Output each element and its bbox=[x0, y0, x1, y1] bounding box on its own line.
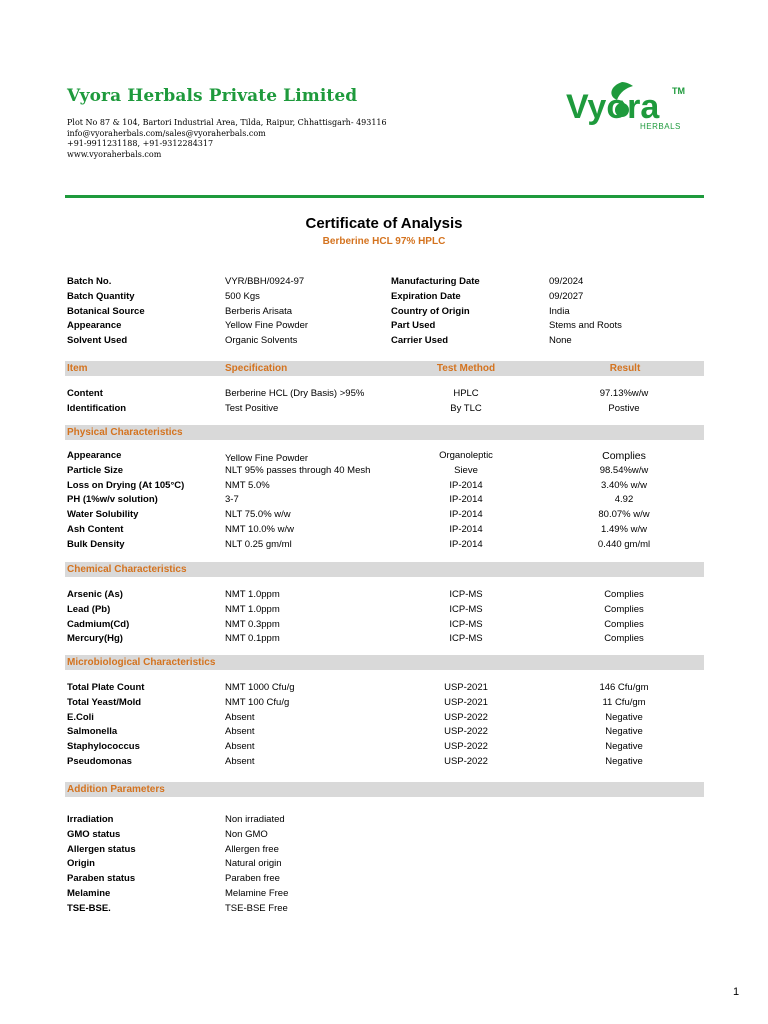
table-row bbox=[67, 388, 704, 403]
row-item: Particle Size bbox=[67, 464, 123, 476]
meta-row bbox=[67, 306, 707, 321]
row-result: Negative bbox=[605, 726, 643, 738]
section-physical bbox=[65, 425, 704, 440]
row-method: IP-2014 bbox=[449, 479, 483, 491]
meta-key: Batch No. bbox=[67, 276, 112, 287]
meta-key: Appearance bbox=[67, 320, 122, 332]
row-result: Negative bbox=[605, 755, 643, 767]
meta-row bbox=[67, 276, 707, 291]
page-number: 1 bbox=[733, 986, 740, 998]
meta-key: Manufacturing Date bbox=[391, 276, 480, 287]
row-method: IP-2014 bbox=[449, 494, 483, 506]
row-item: Melamine bbox=[67, 887, 111, 899]
row-item: Mercury(Hg) bbox=[67, 633, 123, 645]
section-title: Addition Parameters bbox=[67, 784, 165, 795]
table-row bbox=[67, 589, 704, 604]
company-name: Vyora Herbals Private Limited bbox=[67, 86, 358, 106]
row-result: 3.40% w/w bbox=[601, 479, 647, 491]
row-result: 4.92 bbox=[614, 494, 634, 506]
table-row bbox=[67, 873, 704, 888]
company-address: Plot No 87 & 104, Bartori Industrial Area, Tilda, Raipur, Chhattisgarh- 493116 bbox=[67, 118, 387, 127]
row-item: GMO status bbox=[67, 828, 121, 840]
meta-row bbox=[67, 320, 707, 335]
table-header bbox=[65, 361, 704, 376]
row-item: Lead (Pb) bbox=[67, 603, 111, 615]
row-spec: NLT 0.25 gm/ml bbox=[225, 538, 292, 550]
row-item: Salmonella bbox=[67, 726, 118, 738]
row-method: USP-2022 bbox=[444, 741, 488, 753]
row-spec: Melamine Free bbox=[225, 887, 289, 899]
row-spec: Absent bbox=[225, 755, 255, 767]
row-method: IP-2014 bbox=[449, 523, 483, 535]
logo-tm: TM bbox=[672, 86, 685, 96]
row-item: Identification bbox=[67, 402, 127, 414]
section-title: Physical Characteristics bbox=[67, 427, 183, 438]
section-microbiological bbox=[65, 655, 704, 670]
row-method: ICP-MS bbox=[449, 589, 483, 600]
row-spec: Non GMO bbox=[225, 828, 268, 840]
meta-value: VYR/BBH/0924-97 bbox=[225, 276, 305, 287]
row-spec: NMT 0.3ppm bbox=[225, 618, 280, 630]
meta-value: 09/2024 bbox=[549, 276, 584, 287]
row-method: ICP-MS bbox=[449, 633, 483, 645]
meta-key: Expiration Date bbox=[391, 290, 461, 302]
row-spec: NMT 0.1ppm bbox=[225, 633, 280, 645]
row-item: Arsenic (As) bbox=[67, 589, 123, 600]
row-spec: NMT 100 Cfu/g bbox=[225, 696, 290, 708]
meta-key: Part Used bbox=[391, 320, 436, 332]
contact-block bbox=[67, 118, 387, 160]
logo-sub: HERBALS bbox=[640, 122, 681, 131]
row-item: Water Solubility bbox=[67, 509, 139, 521]
row-spec: NMT 1.0ppm bbox=[225, 589, 280, 600]
table-row bbox=[67, 480, 704, 495]
meta-row bbox=[67, 291, 707, 306]
row-method: ICP-MS bbox=[449, 603, 483, 615]
table-row bbox=[67, 888, 704, 903]
section-chemical bbox=[65, 562, 704, 577]
row-item: Loss on Drying (At 105°C) bbox=[67, 479, 185, 491]
row-spec: Paraben free bbox=[225, 873, 280, 885]
row-item: Origin bbox=[67, 858, 95, 870]
row-item: Allergen status bbox=[67, 843, 136, 855]
table-row bbox=[67, 903, 704, 918]
section-title: Chemical Characteristics bbox=[67, 564, 187, 575]
meta-key: Solvent Used bbox=[67, 335, 128, 347]
row-method: Organoleptic bbox=[439, 450, 493, 461]
table-row bbox=[67, 844, 704, 859]
row-spec: Allergen free bbox=[225, 843, 279, 855]
row-result: 0.440 gm/ml bbox=[597, 538, 651, 550]
row-result: Complies bbox=[604, 589, 644, 600]
row-result: Postive bbox=[608, 402, 640, 414]
row-item: Total Plate Count bbox=[67, 682, 145, 693]
row-method: IP-2014 bbox=[449, 538, 483, 550]
section-title: Microbiological Characteristics bbox=[67, 657, 216, 668]
row-item: Irradiation bbox=[67, 814, 114, 825]
meta-value: India bbox=[549, 305, 570, 317]
batch-info bbox=[67, 276, 707, 350]
column-header-result: Result bbox=[609, 363, 641, 374]
row-result: Complies bbox=[604, 633, 644, 645]
row-item: Paraben status bbox=[67, 873, 136, 885]
table-row bbox=[67, 712, 704, 727]
table-row bbox=[67, 741, 704, 756]
row-method: By TLC bbox=[450, 402, 482, 414]
row-method: ICP-MS bbox=[449, 618, 483, 630]
row-result: 98.54%w/w bbox=[599, 464, 649, 476]
row-item: Content bbox=[67, 388, 103, 399]
table-row bbox=[67, 524, 704, 539]
row-item: Total Yeast/Mold bbox=[67, 696, 142, 708]
row-result: 97.13%w/w bbox=[599, 388, 649, 399]
row-item: Ash Content bbox=[67, 523, 124, 535]
row-result: Negative bbox=[605, 741, 643, 753]
row-method: USP-2022 bbox=[444, 711, 488, 723]
meta-key: Country of Origin bbox=[391, 305, 470, 317]
row-spec: Natural origin bbox=[225, 858, 282, 870]
table-row bbox=[67, 494, 704, 509]
table-row bbox=[67, 465, 704, 480]
table-row bbox=[67, 633, 704, 648]
section-addition-parameters bbox=[65, 782, 704, 797]
meta-key: Carrier Used bbox=[391, 335, 449, 347]
table-row bbox=[67, 829, 704, 844]
company-phones: +91-9911231188, +91-9312284317 bbox=[67, 139, 214, 148]
row-result: Complies bbox=[604, 618, 644, 630]
meta-value: Stems and Roots bbox=[549, 320, 622, 332]
row-item: TSE-BSE. bbox=[67, 902, 111, 914]
chemical-rows bbox=[67, 589, 704, 648]
row-result: 80.07% w/w bbox=[598, 509, 650, 521]
table-row bbox=[67, 403, 704, 418]
meta-row bbox=[67, 335, 707, 350]
meta-value: Berberis Arisata bbox=[225, 305, 293, 317]
physical-rows bbox=[67, 450, 704, 554]
meta-value: Yellow Fine Powder bbox=[225, 320, 309, 332]
row-method: Sieve bbox=[454, 464, 478, 476]
micro-rows bbox=[67, 682, 704, 771]
row-item: Pseudomonas bbox=[67, 755, 132, 767]
table-row bbox=[67, 756, 704, 771]
table-row bbox=[67, 858, 704, 873]
row-item: Appearance bbox=[67, 450, 122, 461]
table-row bbox=[67, 697, 704, 712]
column-header-item: Item bbox=[67, 363, 88, 374]
table-row bbox=[67, 814, 704, 829]
row-spec: NMT 10.0% w/w bbox=[225, 523, 294, 535]
table-row bbox=[67, 450, 704, 465]
row-spec: NLT 75.0% w/w bbox=[225, 509, 291, 521]
row-spec: Absent bbox=[225, 741, 255, 753]
table-row bbox=[67, 726, 704, 741]
row-method: IP-2014 bbox=[449, 509, 483, 521]
row-item: Bulk Density bbox=[67, 538, 125, 550]
logo-word: Vyora bbox=[566, 88, 660, 126]
row-spec: Yellow Fine Powder bbox=[225, 453, 309, 464]
company-emails: info@vyoraherbals.com/sales@vyoraherbals.com bbox=[67, 128, 266, 138]
row-method: HPLC bbox=[453, 388, 479, 399]
row-item: Cadmium(Cd) bbox=[67, 618, 130, 630]
table-row bbox=[67, 604, 704, 619]
vyora-herbals-logo bbox=[560, 74, 700, 134]
meta-value: Organic Solvents bbox=[225, 335, 298, 347]
document-title: Certificate of Analysis bbox=[305, 215, 463, 232]
row-result: Complies bbox=[604, 603, 644, 615]
company-website: www.vyoraherbals.com bbox=[67, 149, 162, 159]
meta-key: Batch Quantity bbox=[67, 290, 135, 302]
row-spec: NMT 1.0ppm bbox=[225, 603, 280, 615]
row-spec: NMT 1000 Cfu/g bbox=[225, 682, 295, 693]
row-spec: NMT 5.0% bbox=[225, 479, 270, 491]
row-result: 146 Cfu/gm bbox=[599, 682, 649, 693]
general-rows bbox=[67, 388, 704, 418]
row-method: USP-2021 bbox=[444, 682, 488, 693]
row-spec: Berberine HCL (Dry Basis) >95% bbox=[225, 388, 365, 399]
row-spec: TSE-BSE Free bbox=[225, 902, 288, 914]
row-spec: NLT 95% passes through 40 Mesh bbox=[225, 464, 371, 476]
addition-rows bbox=[67, 814, 704, 918]
table-row bbox=[67, 619, 704, 634]
row-result: Negative bbox=[605, 711, 643, 723]
row-result: 1.49% w/w bbox=[601, 523, 647, 535]
row-method: USP-2022 bbox=[444, 726, 488, 738]
row-item: PH (1%w/v solution) bbox=[67, 494, 158, 506]
document-subtitle: Berberine HCL 97% HPLC bbox=[322, 236, 446, 247]
row-spec: Absent bbox=[225, 726, 255, 738]
row-result: 11 Cfu/gm bbox=[602, 696, 646, 708]
table-row bbox=[67, 539, 704, 554]
table-row bbox=[67, 682, 704, 697]
row-item: E.Coli bbox=[67, 711, 94, 723]
row-result: Complies bbox=[602, 450, 646, 462]
row-method: USP-2021 bbox=[444, 696, 488, 708]
row-item: Staphylococcus bbox=[67, 741, 140, 753]
meta-key: Botanical Source bbox=[67, 305, 145, 317]
row-spec: Non irradiated bbox=[225, 814, 285, 825]
column-header-test-method: Test Method bbox=[436, 363, 496, 374]
meta-value: 500 Kgs bbox=[225, 290, 260, 302]
row-spec: Test Positive bbox=[225, 402, 279, 414]
meta-value: 09/2027 bbox=[549, 290, 584, 302]
row-spec: Absent bbox=[225, 711, 255, 723]
table-row bbox=[67, 509, 704, 524]
meta-value: None bbox=[549, 335, 572, 347]
row-spec: 3-7 bbox=[225, 494, 239, 506]
column-header-specification: Specification bbox=[225, 363, 288, 374]
row-method: USP-2022 bbox=[444, 755, 488, 767]
header-divider bbox=[65, 195, 704, 198]
